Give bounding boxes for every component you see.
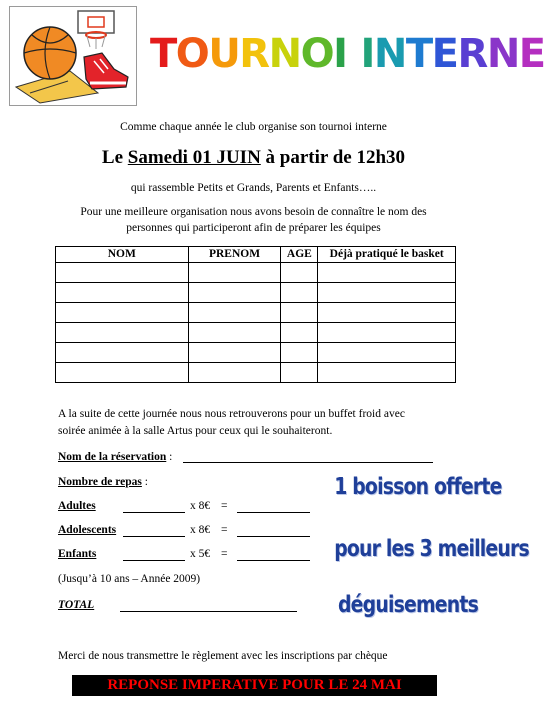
- table-header-row: [56, 247, 456, 263]
- promo-line-2: pour les 3 meilleurs: [334, 536, 529, 562]
- table-cell[interactable]: [281, 303, 318, 323]
- date-underlined: Samedi 01 JUIN: [127, 147, 261, 168]
- teens-price: x 8€: [190, 524, 211, 536]
- column-header-prenom: PRENOM: [188, 247, 281, 263]
- total-label: TOTAL: [58, 599, 95, 611]
- table-cell[interactable]: [56, 363, 189, 383]
- title-letter: I: [333, 31, 347, 77]
- adults-price: x 8€: [190, 500, 211, 512]
- title-letter: E: [518, 31, 545, 77]
- table-cell[interactable]: [56, 323, 189, 343]
- table-row: [56, 343, 456, 363]
- title-letter: U: [208, 31, 240, 77]
- title-letter: O: [300, 31, 334, 77]
- table-cell[interactable]: [318, 283, 456, 303]
- organisation-line-1: Pour une meilleure organisation nous avons besoin de connaître le nom des: [80, 206, 427, 218]
- organisation-line-2: personnes qui participeront afin de préparer les équipes: [126, 222, 381, 234]
- table-row: [56, 323, 456, 343]
- column-header-age: AGE: [281, 247, 318, 263]
- title-letter: O: [175, 31, 209, 77]
- reservation-label: [58, 451, 172, 463]
- table-cell[interactable]: [56, 263, 189, 283]
- teens-quantity-field[interactable]: [123, 536, 185, 537]
- table-cell[interactable]: [188, 363, 281, 383]
- buffet-line-1: A la suite de cette journée nous nous retrouverons pour un buffet froid avec: [58, 408, 405, 420]
- tournament-title: [150, 26, 545, 82]
- table-cell[interactable]: [281, 363, 318, 383]
- title-letter: R: [239, 31, 269, 77]
- teens-label: Adolescents: [58, 524, 117, 536]
- table-cell[interactable]: [318, 323, 456, 343]
- promo-line-3: déguisements: [338, 592, 478, 618]
- table-cell[interactable]: [56, 303, 189, 323]
- date-prefix: Le: [101, 147, 128, 168]
- children-label: Enfants: [58, 548, 97, 560]
- column-header-nom: NOM: [56, 247, 189, 263]
- audience-line: qui rassemble Petits et Grands, Parents et Enfants…..: [130, 182, 377, 194]
- teens-total-field[interactable]: [237, 536, 310, 537]
- payment-instruction: Merci de nous transmettre le règlement avec les inscriptions par chèque: [58, 650, 388, 662]
- table-cell[interactable]: [188, 283, 281, 303]
- adults-total-field[interactable]: [237, 512, 310, 513]
- title-letter: T: [150, 31, 176, 77]
- basketball-logo: [9, 6, 137, 106]
- buffet-line-2: soirée animée à la salle Artus pour ceux qui le souhaiteront.: [58, 425, 333, 437]
- table-cell[interactable]: [281, 283, 318, 303]
- table-row: [56, 283, 456, 303]
- table-cell[interactable]: [318, 263, 456, 283]
- adults-equals: =: [221, 500, 228, 512]
- date-suffix: à partir de 12h30: [260, 147, 406, 168]
- registration-table: [55, 246, 456, 383]
- table-cell[interactable]: [281, 323, 318, 343]
- table-cell[interactable]: [318, 343, 456, 363]
- table-cell[interactable]: [318, 363, 456, 383]
- children-total-field[interactable]: [237, 560, 310, 561]
- deadline-banner: REPONSE IMPERATIVE POUR LE 24 MAI: [72, 675, 437, 696]
- teens-equals: =: [221, 524, 228, 536]
- table-cell[interactable]: [281, 343, 318, 363]
- table-row: [56, 363, 456, 383]
- table-row: [56, 263, 456, 283]
- adults-label: Adultes: [58, 500, 96, 512]
- title-letter: N: [268, 31, 301, 77]
- table-cell[interactable]: [188, 263, 281, 283]
- title-letter: E: [431, 31, 458, 77]
- title-letter: I: [360, 31, 374, 77]
- table-row: [56, 303, 456, 323]
- reservation-colon: :: [166, 451, 173, 463]
- reservation-label-text: Nom de la réservation: [58, 451, 167, 463]
- title-letter: T: [405, 31, 432, 77]
- promo-line-1: 1 boisson offerte: [334, 474, 502, 500]
- intro-line: Comme chaque année le club organise son tournoi interne: [120, 121, 387, 133]
- table-cell[interactable]: [56, 343, 189, 363]
- children-quantity-field[interactable]: [123, 560, 185, 561]
- title-letter: N: [373, 31, 406, 77]
- column-header-basket: Déjà pratiqué le basket: [318, 247, 456, 263]
- event-date: [0, 147, 507, 169]
- title-letter: R: [457, 31, 487, 77]
- children-price: x 5€: [190, 548, 211, 560]
- children-equals: =: [221, 548, 228, 560]
- table-cell[interactable]: [188, 323, 281, 343]
- meals-colon: :: [141, 476, 148, 488]
- meals-label: [58, 476, 148, 488]
- table-cell[interactable]: [188, 303, 281, 323]
- basketball-clipart-icon: [10, 7, 136, 105]
- reservation-name-field[interactable]: [183, 462, 433, 463]
- adults-quantity-field[interactable]: [123, 512, 185, 513]
- children-age-note: (Jusqu’à 10 ans – Année 2009): [58, 573, 201, 585]
- table-cell[interactable]: [56, 283, 189, 303]
- table-cell[interactable]: [188, 343, 281, 363]
- table-cell[interactable]: [281, 263, 318, 283]
- meals-label-text: Nombre de repas: [58, 476, 142, 488]
- table-cell[interactable]: [318, 303, 456, 323]
- title-letter: N: [486, 31, 519, 77]
- total-field[interactable]: [120, 611, 297, 612]
